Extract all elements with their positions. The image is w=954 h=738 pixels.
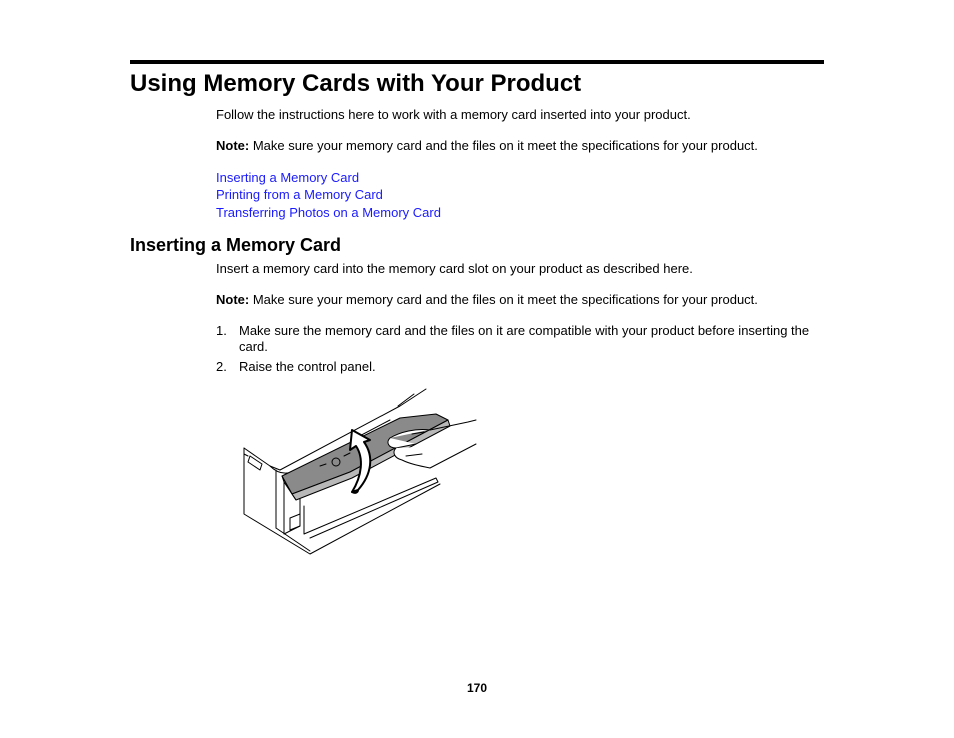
step-number: 2. (216, 359, 227, 374)
note-paragraph-1 (216, 138, 758, 154)
link-printing-from-memory-card[interactable]: Printing from a Memory Card (216, 187, 383, 202)
note-label: Note: (216, 292, 250, 307)
note-text: Make sure your memory card and the files on it meet the specifications for your product. (249, 138, 758, 153)
step-text: Make sure the memory card and the files on it are compatible with your product before inserting the card. (239, 323, 810, 354)
link-transferring-photos[interactable]: Transferring Photos on a Memory Card (216, 205, 441, 220)
intro-paragraph: Follow the instructions here to work with a memory card inserted into your product. (216, 107, 691, 122)
page-number: 170 (466, 681, 488, 695)
note-text: Make sure your memory card and the files on it meet the specifications for your product. (249, 292, 758, 307)
section-intro: Insert a memory card into the memory card slot on your product as described here. (216, 261, 693, 276)
link-inserting-memory-card[interactable]: Inserting a Memory Card (216, 170, 360, 185)
note-paragraph-2 (216, 292, 758, 308)
title-rule (130, 60, 824, 64)
note-label: Note: (216, 138, 250, 153)
page-title: Using Memory Cards with Your Product (130, 70, 582, 97)
step-text: Raise the control panel. (239, 359, 376, 374)
list-item (216, 323, 826, 355)
section-heading: Inserting a Memory Card (130, 235, 342, 255)
list-item (216, 359, 826, 375)
raise-control-panel-illustration (240, 386, 480, 556)
step-number: 1. (216, 323, 227, 338)
